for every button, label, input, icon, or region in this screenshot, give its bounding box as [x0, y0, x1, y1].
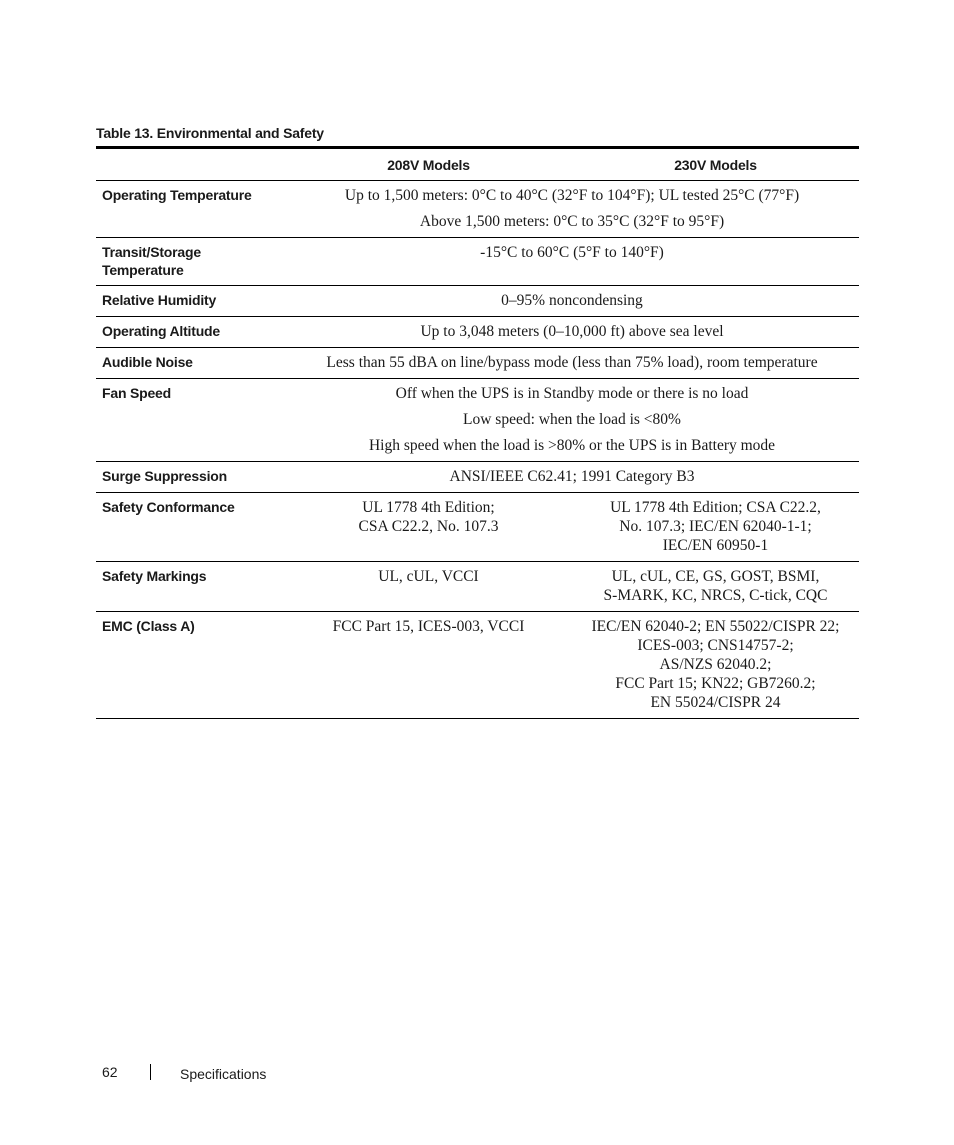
- value-line: No. 107.3; IEC/EN 62040-1-1;: [619, 518, 812, 535]
- table-row: [96, 612, 859, 719]
- row-label: Transit/Storage Temperature: [96, 238, 285, 286]
- value-line: CSA C22.2, No. 107.3: [358, 518, 499, 535]
- value-both-models: [285, 286, 859, 317]
- value-both-models: [285, 181, 859, 238]
- value-line: UL 1778 4th Edition; CSA C22.2,: [610, 499, 821, 516]
- value-line: IEC/EN 60950-1: [662, 537, 769, 554]
- row-label: Fan Speed: [96, 379, 285, 462]
- table-body: [96, 181, 859, 719]
- value-line: S-MARK, KC, NRCS, C-tick, CQC: [603, 587, 828, 604]
- page-number: 62: [102, 1064, 118, 1080]
- value-line: IEC/EN 62040-2; EN 55022/CISPR 22;: [591, 618, 840, 635]
- footer-divider: [150, 1064, 151, 1080]
- header-parameter: [96, 148, 285, 181]
- value-line: Off when the UPS is in Standby mode or there is no load: [395, 385, 749, 402]
- section-name: Specifications: [180, 1066, 267, 1082]
- table-row: [96, 379, 859, 462]
- table-row: [96, 181, 859, 238]
- row-label: Relative Humidity: [96, 286, 285, 317]
- row-label: Safety Conformance: [96, 493, 285, 562]
- value-line: Above 1,500 meters: 0°C to 35°C (32°F to 95°F): [419, 213, 725, 230]
- row-label: Surge Suppression: [96, 462, 285, 493]
- value-line: ANSI/IEEE C62.41; 1991 Category B3: [449, 468, 695, 485]
- row-label: Operating Temperature: [96, 181, 285, 238]
- value-line: UL 1778 4th Edition;: [362, 499, 495, 516]
- value-both-models: [285, 317, 859, 348]
- header-208v: 208V Models: [285, 148, 572, 181]
- row-label: Operating Altitude: [96, 317, 285, 348]
- value-line: FCC Part 15, ICES-003, VCCI: [332, 618, 525, 635]
- value-208v: [285, 562, 572, 612]
- value-line: ICES-003; CNS14757-2;: [637, 637, 794, 654]
- table-row: [96, 493, 859, 562]
- value-line: Less than 55 dBA on line/bypass mode (less than 75% load), room temperature: [326, 354, 818, 371]
- table-row: [96, 462, 859, 493]
- value-line: UL, cUL, CE, GS, GOST, BSMI,: [611, 568, 820, 585]
- row-label: EMC (Class A): [96, 612, 285, 719]
- table-row: [96, 238, 859, 286]
- row-label: Safety Markings: [96, 562, 285, 612]
- table-row: [96, 562, 859, 612]
- value-line: AS/NZS 62040.2;: [659, 656, 772, 673]
- table-row: [96, 286, 859, 317]
- value-both-models: [285, 462, 859, 493]
- value-208v: [285, 493, 572, 562]
- value-line: 0–95% noncondensing: [501, 292, 643, 309]
- table-header-row: [96, 148, 859, 181]
- value-line: Low speed: when the load is <80%: [463, 411, 681, 428]
- value-line: UL, cUL, VCCI: [378, 568, 479, 585]
- environmental-safety-table: [96, 146, 859, 719]
- value-line: High speed when the load is >80% or the UPS is in Battery mode: [368, 437, 776, 454]
- table-row: [96, 348, 859, 379]
- table-caption: Table 13. Environmental and Safety: [96, 125, 324, 141]
- value-line: EN 55024/CISPR 24: [650, 694, 781, 711]
- value-line: Up to 3,048 meters (0–10,000 ft) above sea level: [420, 323, 724, 340]
- value-230v: [572, 562, 859, 612]
- value-230v: [572, 493, 859, 562]
- value-both-models: [285, 379, 859, 462]
- value-both-models: [285, 238, 859, 286]
- value-line: -15°C to 60°C (5°F to 140°F): [480, 244, 664, 261]
- value-208v: [285, 612, 572, 719]
- value-line: Up to 1,500 meters: 0°C to 40°C (32°F to 104°F); UL tested 25°C (77°F): [344, 187, 800, 204]
- table-row: [96, 317, 859, 348]
- value-230v: [572, 612, 859, 719]
- row-label: Audible Noise: [96, 348, 285, 379]
- header-230v: 230V Models: [572, 148, 859, 181]
- value-line: FCC Part 15; KN22; GB7260.2;: [615, 675, 816, 692]
- value-both-models: [285, 348, 859, 379]
